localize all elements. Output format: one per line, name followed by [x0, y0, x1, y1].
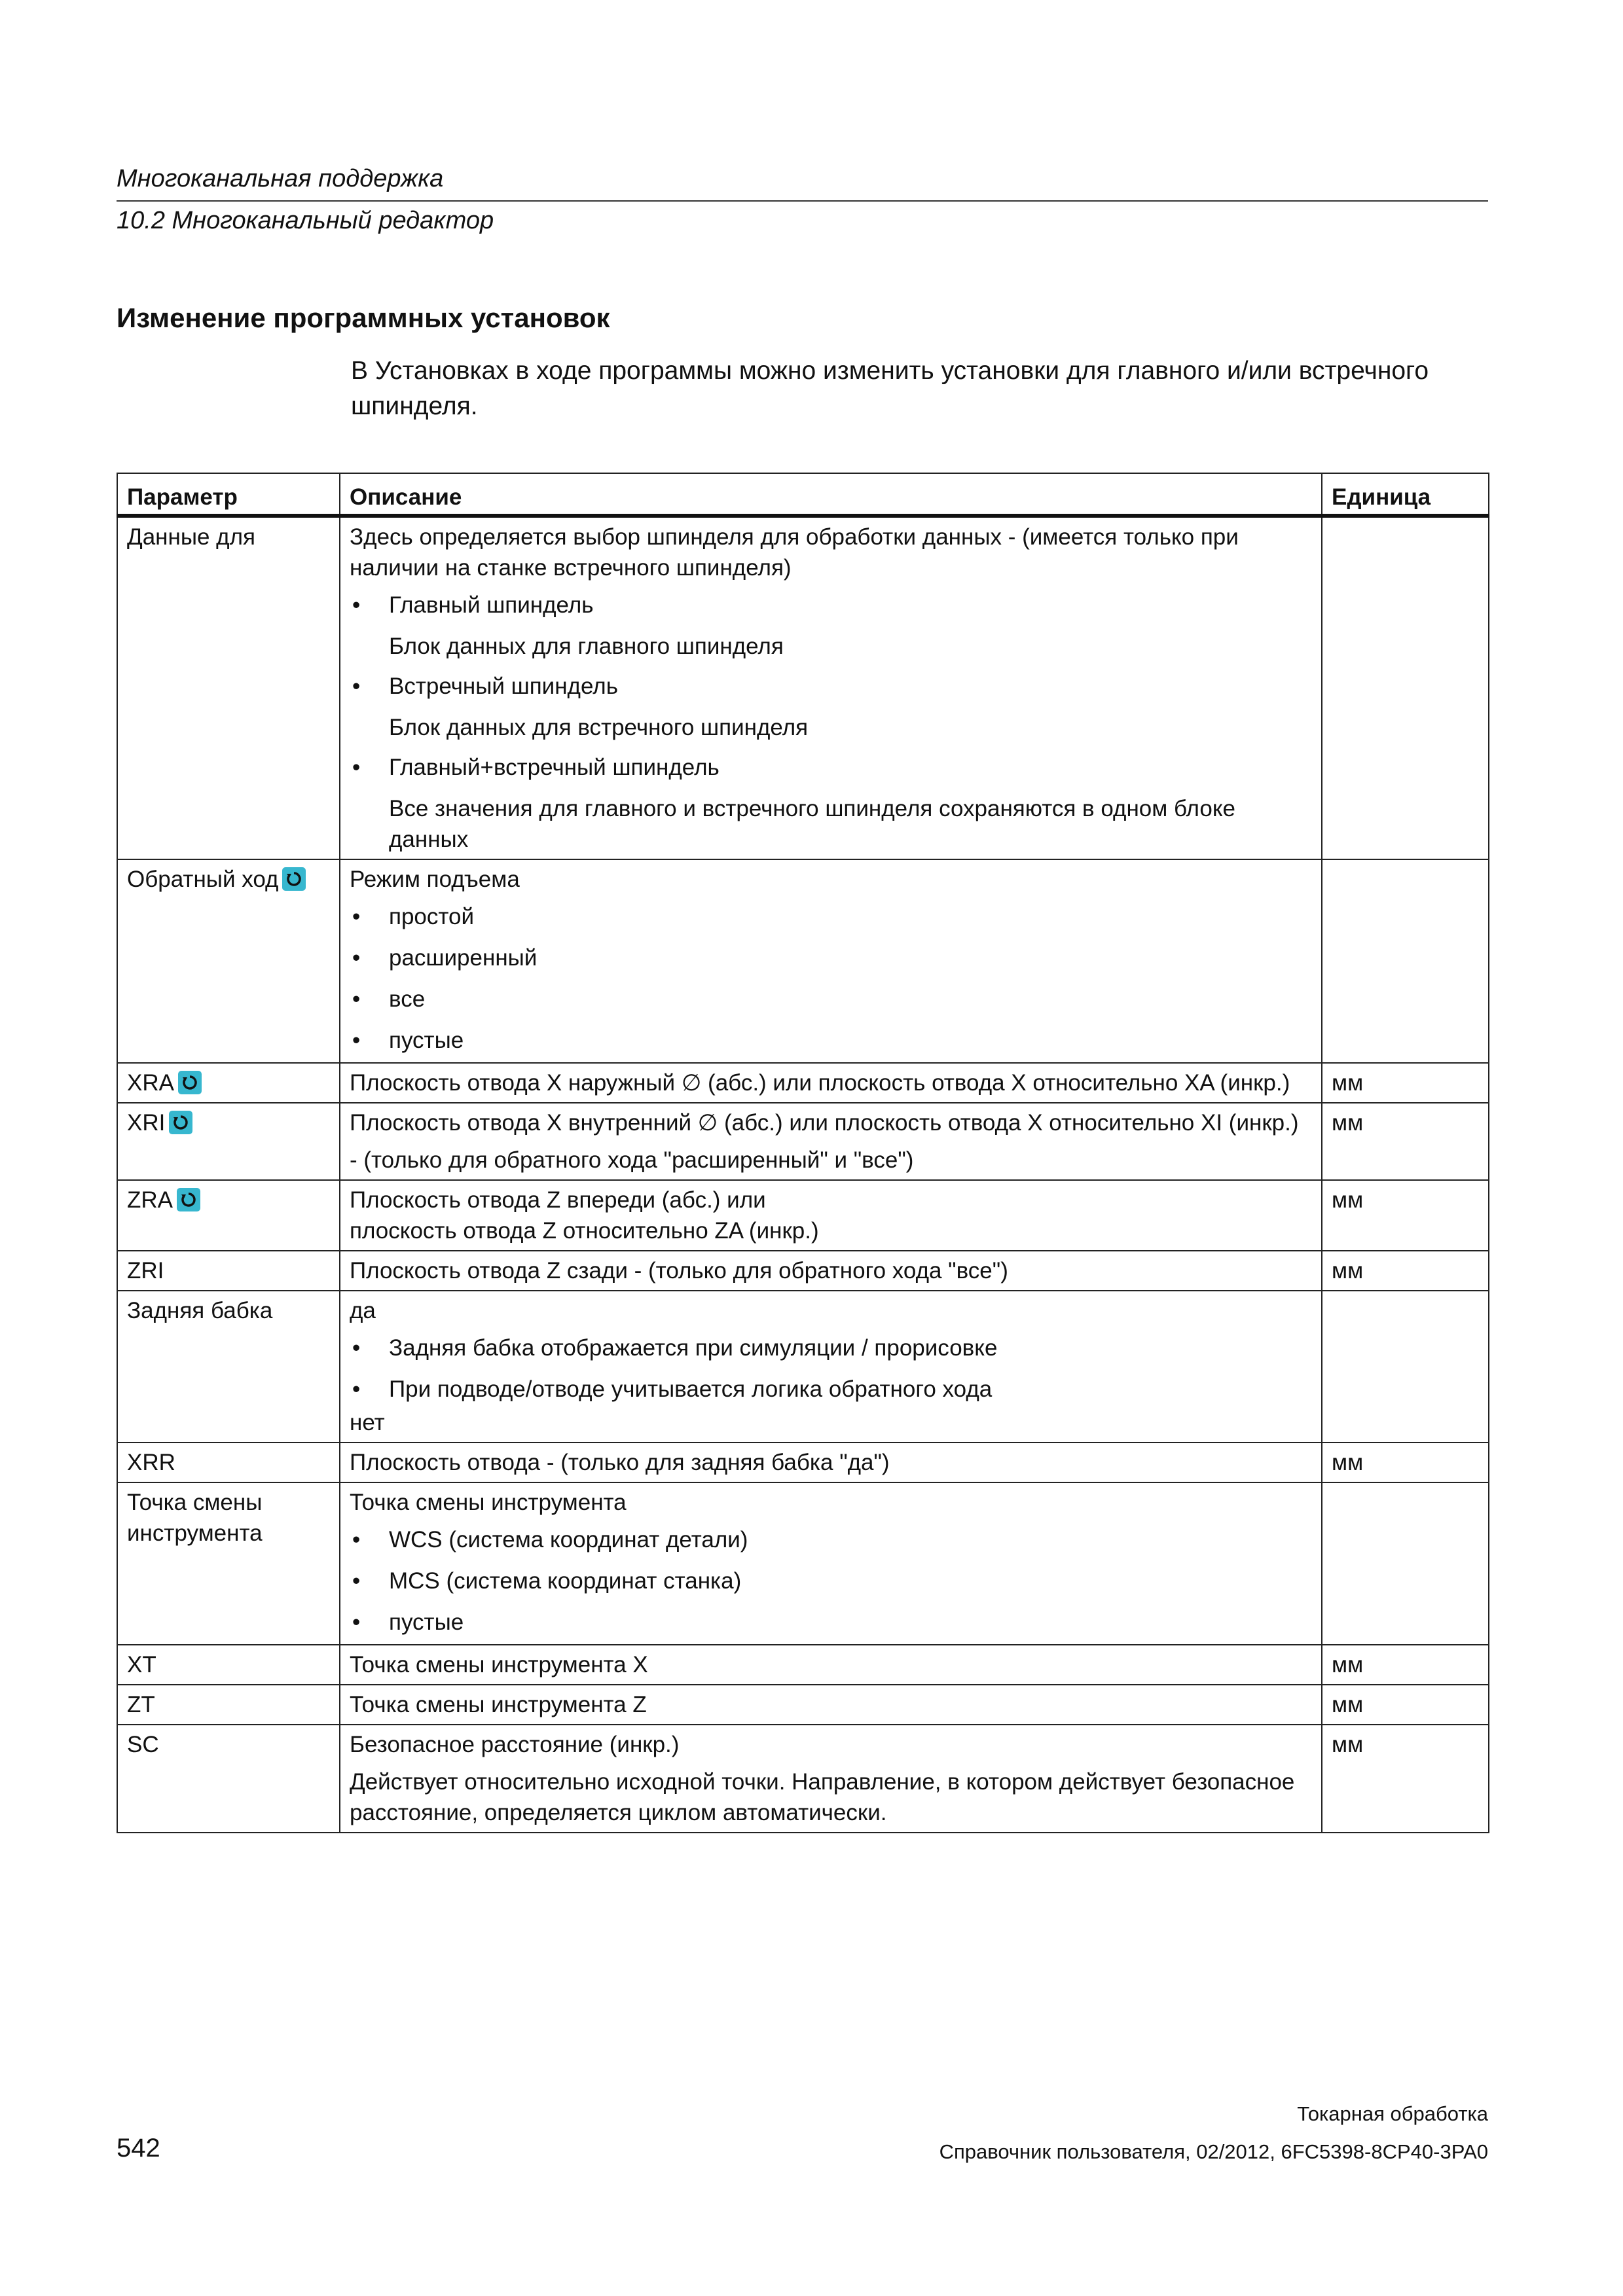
param-cell — [117, 1180, 340, 1251]
unit-cell: мм — [1322, 1443, 1489, 1482]
table-row — [117, 1443, 1489, 1482]
param-cell — [117, 1103, 340, 1180]
param-cell — [117, 1645, 340, 1685]
param-name: XRA — [127, 1070, 174, 1096]
column-header-desc: Описание — [340, 473, 1322, 516]
table-row — [117, 1725, 1489, 1833]
param-cell — [117, 1063, 340, 1103]
bullet-item: • Встречный шпиндель — [350, 671, 1312, 702]
desc-cell — [340, 1482, 1322, 1645]
toggle-icon — [282, 867, 306, 891]
desc-cell — [340, 1180, 1322, 1251]
unit-cell: мм — [1322, 1251, 1489, 1291]
bullet-item: • Задняя бабка отображается при симуляции / прорисовке — [350, 1333, 1312, 1363]
param-name: ZRI — [127, 1258, 164, 1283]
unit-cell: мм — [1322, 1725, 1489, 1833]
footer-reference: Справочник пользователя, 02/2012, 6FC5398-8CP40-3PA0 — [939, 2140, 1488, 2163]
bullet-subtext: Блок данных для главного шпинделя — [389, 634, 784, 659]
param-cell — [117, 1725, 340, 1833]
param-name: Точка смены инструмента — [127, 1490, 263, 1546]
desc-note: - (только для обратного хода "расширенный" и "все") — [350, 1147, 914, 1173]
desc-note: Действует относительно исходной точки. Направление, в котором действует безопасное расстояние, определяется циклом автоматически. — [350, 1769, 1295, 1825]
param-cell — [117, 1291, 340, 1443]
unit-cell — [1322, 1482, 1489, 1645]
bullet-subtext: Все значения для главного и встречного шпинделя сохраняются в одном блоке данных — [389, 796, 1235, 852]
table-row — [117, 1180, 1489, 1251]
param-name: Обратный ход — [127, 867, 279, 892]
param-name: ZRA — [127, 1187, 173, 1213]
desc-text: Безопасное расстояние (инкр.) — [350, 1732, 680, 1757]
table-row — [117, 1251, 1489, 1291]
table-header-row — [117, 473, 1489, 516]
param-cell — [117, 1251, 340, 1291]
table-row — [117, 1482, 1489, 1645]
unit-cell — [1322, 859, 1489, 1063]
desc-text: да — [350, 1298, 376, 1323]
table-row — [117, 1103, 1489, 1180]
desc-cell — [340, 1251, 1322, 1291]
header-chapter: Многоканальная поддержка — [117, 165, 444, 192]
desc-cell — [340, 1063, 1322, 1103]
param-name: Данные для — [127, 524, 255, 550]
unit-cell: мм — [1322, 1685, 1489, 1725]
desc-cell — [340, 1103, 1322, 1180]
section-title: Изменение программных установок — [117, 302, 610, 333]
param-cell — [117, 516, 340, 859]
desc-text: Плоскость отвода X внутренний ∅ (абс.) или плоскость отвода X относительно XI (инкр.) — [350, 1110, 1299, 1136]
header-rule — [117, 200, 1488, 202]
toggle-icon — [169, 1111, 192, 1134]
bullet-item: • WCS (система координат детали) — [350, 1524, 1312, 1555]
table-row — [117, 859, 1489, 1063]
bullet-item: • все — [350, 984, 1312, 1014]
bullet-item: • расширенный — [350, 942, 1312, 973]
unit-cell — [1322, 516, 1489, 859]
desc-cell — [340, 1291, 1322, 1443]
page-number: 542 — [117, 2134, 160, 2162]
bullet-item: • пустые — [350, 1025, 1312, 1056]
desc-text: Плоскость отвода X наружный ∅ (абс.) или плоскость отвода X относительно XA (инкр.) — [350, 1070, 1290, 1096]
param-name: XRI — [127, 1110, 166, 1136]
bullet-item: • Главный+встречный шпиндель — [350, 752, 1312, 783]
table-row — [117, 1063, 1489, 1103]
param-cell — [117, 859, 340, 1063]
bullet-item: • При подводе/отводе учитывается логика обратного хода — [350, 1374, 1312, 1405]
desc-note: плоскость отвода Z относительно ZA (инкр.) — [350, 1218, 819, 1244]
bullet-item: • простой — [350, 901, 1312, 932]
desc-text: Точка смены инструмента Z — [350, 1692, 647, 1717]
table-row — [117, 516, 1489, 859]
param-name: ZT — [127, 1692, 155, 1717]
param-cell — [117, 1685, 340, 1725]
desc-text: Плоскость отвода Z сзади - (только для обратного хода "все") — [350, 1258, 1008, 1283]
unit-cell: мм — [1322, 1103, 1489, 1180]
bullet-subtext: Блок данных для встречного шпинделя — [389, 715, 809, 740]
desc-cell — [340, 516, 1322, 859]
param-cell — [117, 1482, 340, 1645]
param-name: XRR — [127, 1450, 175, 1475]
toggle-icon — [177, 1188, 200, 1211]
parameter-table — [117, 473, 1489, 1833]
unit-cell — [1322, 1291, 1489, 1443]
desc-text: Плоскость отвода - (только для задняя бабка "да") — [350, 1450, 890, 1475]
table-row — [117, 1685, 1489, 1725]
footer-book-title: Токарная обработка — [1297, 2102, 1488, 2125]
bullet-item: • MCS (система координат станка) — [350, 1566, 1312, 1596]
intro-paragraph: В Установках в ходе программы можно изменить установки для главного и/или встречного шпинделя. — [351, 357, 1429, 420]
table-row — [117, 1645, 1489, 1685]
unit-cell: мм — [1322, 1180, 1489, 1251]
param-name: XT — [127, 1652, 156, 1677]
toggle-icon — [178, 1071, 202, 1094]
desc-text: Здесь определяется выбор шпинделя для обработки данных - (имеется только при наличии на станке встречного шпинделя) — [350, 524, 1239, 581]
param-cell — [117, 1443, 340, 1482]
desc-text: Точка смены инструмента — [350, 1490, 627, 1515]
table-row — [117, 1291, 1489, 1443]
desc-cell — [340, 1645, 1322, 1685]
desc-note: нет — [350, 1410, 385, 1435]
bullet-item: • пустые — [350, 1607, 1312, 1638]
bullet-item: • Главный шпиндель — [350, 590, 1312, 620]
column-header-unit: Единица — [1322, 473, 1489, 516]
param-name: Задняя бабка — [127, 1298, 273, 1323]
desc-text: Плоскость отвода Z впереди (абс.) или — [350, 1187, 766, 1213]
desc-text: Точка смены инструмента X — [350, 1652, 648, 1677]
header-section: 10.2 Многоканальный редактор — [117, 207, 494, 234]
param-name: SC — [127, 1732, 159, 1757]
unit-cell: мм — [1322, 1645, 1489, 1685]
desc-cell — [340, 1443, 1322, 1482]
desc-cell — [340, 1725, 1322, 1833]
unit-cell: мм — [1322, 1063, 1489, 1103]
desc-cell — [340, 1685, 1322, 1725]
desc-text: Режим подъема — [350, 867, 520, 892]
desc-cell — [340, 859, 1322, 1063]
column-header-param: Параметр — [117, 473, 340, 516]
